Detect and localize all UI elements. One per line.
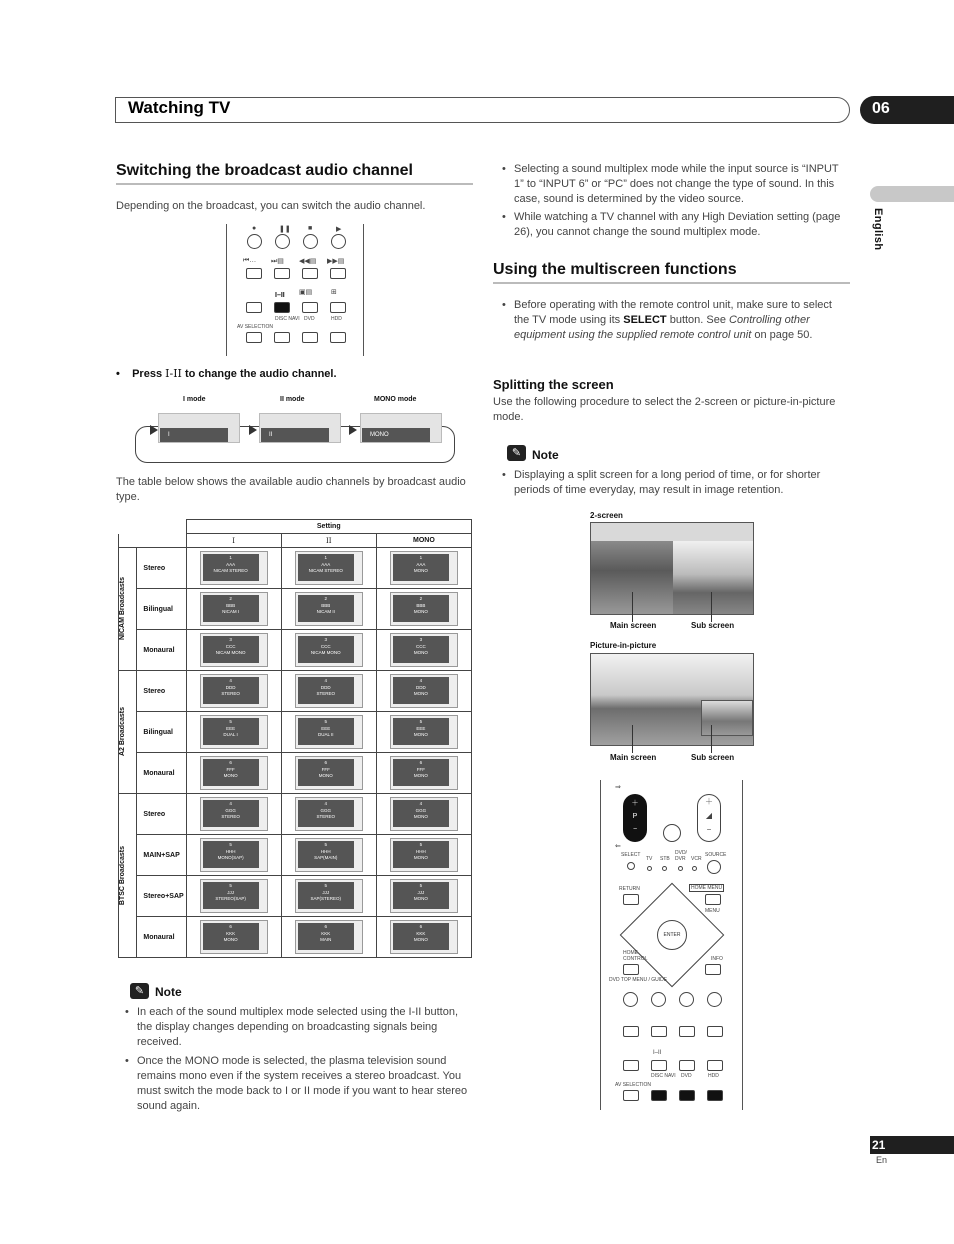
main-screen-label: Main screen — [610, 753, 657, 762]
pencil-note-icon: ✎ — [507, 445, 526, 461]
table-row — [119, 671, 472, 712]
stop-button-icon — [679, 992, 694, 1007]
channel-line: DDD — [225, 684, 236, 690]
column-header: II — [281, 534, 376, 548]
channel-line: KKK — [226, 930, 236, 936]
tv-screen-thumbnail — [390, 879, 458, 913]
channel-line: EEE — [416, 725, 426, 731]
channel-line: 4 — [419, 678, 423, 683]
channel-line: 4 — [419, 801, 423, 806]
tv-screen-thumbnail — [200, 551, 268, 585]
audio-type-label: Bilingual — [137, 589, 186, 630]
channel-line: 3 — [229, 637, 232, 642]
rewind-icon: ◀◀▤ — [299, 258, 317, 265]
channel-line: MAIN — [320, 937, 332, 942]
section-heading-audio: Switching the broadcast audio channel — [116, 162, 413, 179]
channel-line: 5 — [229, 842, 232, 847]
channel-line: 5 — [324, 719, 327, 724]
arrow-right-icon — [150, 425, 158, 435]
audio-type-label: Monaural — [137, 630, 186, 671]
channel-line: DUAL II — [317, 732, 334, 737]
mute-icon — [663, 824, 681, 842]
channel-line: STEREO(SAP) — [215, 896, 246, 901]
fig-pip-title: Picture-in-picture — [590, 641, 657, 650]
channel-line: 3 — [419, 637, 423, 642]
info-button-icon — [705, 964, 721, 975]
tv-screen-thumbnail — [390, 715, 458, 749]
channel-line: 3 — [324, 637, 327, 642]
heading-rule — [116, 183, 473, 185]
dvd-button-icon — [302, 302, 318, 313]
channel-line: BBB — [321, 602, 331, 608]
channel-line: 5 — [419, 842, 423, 847]
volume-rocker: ＋ ◢ − — [697, 794, 721, 842]
channel-line: BBB — [226, 602, 236, 608]
channel-line: 5 — [419, 719, 423, 724]
power-icon — [707, 860, 721, 874]
language-tab — [870, 186, 954, 202]
channel-line: DUAL I — [223, 732, 238, 737]
home-control-button-icon — [623, 964, 639, 975]
channel-line: AAA — [416, 561, 426, 567]
right-note: • Displaying a split screen for a long period of time, or for shorter periods of time everyday, may result in image retention. — [500, 468, 850, 498]
intro-text: Depending on the broadcast, you can switch the audio channel. — [116, 200, 426, 212]
sub-screen-photo — [673, 541, 754, 615]
mode-label-ii: II mode — [280, 396, 305, 403]
tv-screen-thumbnail — [295, 551, 363, 585]
note-title: Note — [155, 985, 182, 999]
tv-screen-thumbnail — [295, 879, 363, 913]
broadcast-group-label: A2 Broadcasts — [119, 707, 126, 757]
step-suffix: to change the audio channel. — [184, 368, 337, 380]
channel-line: GGG — [225, 807, 236, 813]
rewind-button-icon — [302, 268, 318, 279]
heading-rule — [493, 282, 850, 284]
channel-line: KKK — [416, 930, 426, 936]
tv-screen-thumbnail — [200, 920, 268, 954]
table-row — [119, 630, 472, 671]
channel-line: FFF — [416, 766, 426, 772]
input-icon: ⇒ — [615, 784, 621, 791]
channel-rocker: ＋ P − — [623, 794, 647, 842]
tv-screen-thumbnail — [200, 592, 268, 626]
play-button-icon — [707, 992, 722, 1007]
sub-screen-label: Sub screen — [691, 621, 735, 630]
broadcast-group-label: NICAM Broadcasts — [119, 577, 126, 641]
tv-screen-thumbnail — [390, 592, 458, 626]
channel-line: NICAM STEREO — [308, 568, 343, 573]
audio-type-label: Stereo — [137, 671, 186, 712]
channel-line: MONO(SAP) — [217, 855, 244, 860]
press-step — [116, 367, 337, 380]
skip-forward-button-icon — [274, 268, 290, 279]
top-bullets — [500, 162, 850, 240]
channel-line: 5 — [229, 719, 232, 724]
table-row — [119, 917, 472, 958]
table-row — [119, 794, 472, 835]
note-list — [123, 1005, 476, 1114]
tv-screen-thumbnail — [390, 756, 458, 790]
i-ii-label: I–II — [275, 292, 285, 299]
note-item: • In each of the sound multiplex mode selected using the I-II button, the display changes depending on broadcasting signals being received. — [123, 1005, 476, 1049]
channel-line: 4 — [229, 678, 232, 683]
channel-line: NICAM MONO — [310, 650, 341, 655]
language-label: English — [872, 208, 884, 251]
broadcast-group-label: BTSC Broadcasts — [119, 845, 126, 906]
channel-line: STEREO — [221, 814, 240, 819]
audio-type-label: Stereo — [137, 548, 186, 589]
fig-2screen-title: 2-screen — [590, 511, 623, 520]
audio-type-label: Monaural — [137, 753, 186, 794]
table-row — [119, 835, 472, 876]
sub-heading-splitting: Splitting the screen — [493, 377, 614, 392]
channel-line: 6 — [419, 924, 423, 929]
audio-channel-table — [118, 519, 472, 958]
multi-screen-icon: ⊞ — [331, 289, 337, 296]
channel-line: FFF — [226, 766, 235, 772]
channel-line: HHH — [320, 848, 331, 854]
tv-screen-thumbnail — [200, 797, 268, 831]
fast-forward-button-icon — [330, 268, 346, 279]
channel-line: MONO — [318, 773, 333, 778]
arrow-right-icon — [349, 425, 357, 435]
two-screen-image — [590, 522, 754, 615]
main-screen-label: Main screen — [610, 621, 657, 630]
stop-button-icon — [303, 234, 318, 249]
tv-screen-thumbnail — [390, 838, 458, 872]
tv-screen-thumbnail — [295, 797, 363, 831]
channel-line: 6 — [229, 924, 232, 929]
channel-line: MONO — [413, 814, 428, 819]
channel-line: CCC — [225, 643, 236, 649]
channel-line: JJJ — [227, 889, 234, 895]
channel-line: 1 — [229, 555, 232, 560]
note-title: Note — [532, 448, 559, 462]
channel-line: GGG — [320, 807, 331, 813]
channel-line: HHH — [416, 848, 426, 854]
channel-line: MONO — [413, 650, 428, 655]
enter-button: ENTER — [657, 920, 687, 950]
tv-screen-thumbnail — [295, 838, 363, 872]
channel-line: EEE — [321, 725, 331, 731]
table-header-row — [119, 520, 472, 534]
tv-screen-thumbnail — [295, 920, 363, 954]
channel-line: 5 — [324, 842, 327, 847]
channel-line: AAA — [226, 561, 236, 567]
pause-button-icon — [275, 234, 290, 249]
return-button-icon — [623, 894, 639, 905]
channel-line: BBB — [416, 602, 426, 608]
channel-line: MONO — [223, 937, 238, 942]
rec-button-icon — [623, 992, 638, 1007]
audio-type-label: Stereo+SAP — [137, 876, 186, 917]
channel-line: 2 — [419, 596, 423, 601]
channel-line: DDD — [320, 684, 331, 690]
tv-screen-thumbnail — [200, 633, 268, 667]
multiscreen-bullet: • Before operating with the remote control unit, make sure to select the TV mode using its SELECT button. See Controlling other equipment using the supplied remote control unit on page 50. — [500, 298, 850, 342]
channel-line: NICAM II — [316, 609, 335, 614]
split-screen-button-icon — [274, 332, 290, 343]
channel-line: DDD — [416, 684, 426, 690]
pencil-note-icon: ✎ — [130, 983, 149, 999]
skip-forward-icon: ⏭▤ — [271, 258, 284, 265]
audio-type-label: Bilingual — [137, 712, 186, 753]
tv-screen-thumbnail — [295, 633, 363, 667]
av-selection-label: AV SELECTION — [237, 324, 274, 330]
remote-control-illustration: ⇒ ＋ P − ＋ ◢ − ⇐ SELECT TV STB DVD/ DVR VCR SOURCE RETURN HOME MENU MENU ENTER HOME CONTROL INFO DVD TOP MENU / GUIDE I–II DISC NAVI DVD HDD AV SELECTION — [600, 780, 743, 1110]
bullet-item: • Selecting a sound multiplex mode while the input source is “INPUT 1” to “INPUT 6” or “PC” does not change the type of sound. In this case, sound is determined by the video source. — [500, 162, 850, 206]
tv-screen-thumbnail — [390, 797, 458, 831]
channel-line: EEE — [226, 725, 236, 731]
channel-line: CCC — [416, 643, 426, 649]
channel-line: 1 — [419, 555, 423, 560]
channel-line: MONO — [413, 773, 428, 778]
page-title: Watching TV — [128, 98, 231, 117]
arrow-right-icon — [249, 425, 257, 435]
channel-line: MONO — [223, 773, 238, 778]
channel-line: MONO — [413, 609, 428, 614]
rec-button-icon — [247, 234, 262, 249]
pip-image — [590, 653, 754, 746]
tv-screen-thumbnail — [295, 674, 363, 708]
hdd-button-icon — [330, 302, 346, 313]
table-row — [119, 712, 472, 753]
channel-line: SAP(STEREO) — [310, 896, 341, 901]
channel-line: STEREO — [316, 691, 335, 696]
play-icon: ▶ — [336, 226, 342, 233]
channel-line: MONO — [413, 855, 428, 860]
table-row — [119, 753, 472, 794]
remote-illustration — [226, 224, 364, 356]
disc-navi-label: DISC NAVI — [275, 316, 300, 322]
pip-sub-window — [701, 700, 753, 736]
setting-header: Setting — [186, 520, 471, 534]
mode-screen-i: I — [158, 413, 240, 443]
pause-icon: ❚❚ — [279, 226, 291, 233]
table-row — [119, 589, 472, 630]
channel-line: KKK — [321, 930, 331, 936]
chapter-number: 06 — [860, 96, 954, 124]
channel-line: SAP(MAIN) — [314, 855, 338, 860]
channel-line: NICAM MONO — [215, 650, 246, 655]
sub-screen-label: Sub screen — [691, 753, 735, 762]
rec-icon: ● — [252, 225, 257, 232]
menu-button-icon — [705, 894, 721, 905]
i-ii-button-icon — [274, 302, 290, 313]
screen-mode-icon: ▣▤ — [299, 289, 313, 296]
fast-forward-icon: ▶▶▤ — [327, 258, 345, 265]
channel-line: HHH — [225, 848, 236, 854]
channel-line: 2 — [324, 596, 327, 601]
channel-line: 5 — [324, 883, 327, 888]
step-symbol: I-II — [165, 367, 182, 380]
channel-line: MONO — [413, 691, 428, 696]
channel-line: AAA — [321, 561, 331, 567]
channel-line: NICAM I — [222, 609, 240, 614]
dvd-label: DVD — [304, 316, 315, 322]
channel-line: STEREO — [316, 814, 335, 819]
channel-line: 4 — [229, 801, 232, 806]
av-button-icon — [246, 302, 262, 313]
play-button-icon — [331, 234, 346, 249]
channel-line: CCC — [320, 643, 331, 649]
channel-line: 4 — [324, 801, 327, 806]
tv-screen-thumbnail — [200, 838, 268, 872]
step-bullet: • — [116, 368, 130, 380]
sub-input-icon: ⇐ — [615, 843, 621, 850]
swap-button-icon — [302, 332, 318, 343]
splitting-text: Use the following procedure to select the 2-screen or picture-in-picture mode. — [493, 396, 836, 423]
column-header: MONO — [376, 534, 471, 548]
tv-screen-thumbnail — [200, 674, 268, 708]
page-language: En — [876, 1155, 888, 1165]
hdd-label: HDD — [331, 316, 342, 322]
av-selection-button-icon — [246, 332, 262, 343]
select-button-icon — [627, 862, 635, 870]
mode-label-mono: MONO mode — [374, 396, 417, 403]
step-prefix: Press — [132, 368, 163, 380]
channel-line: JJJ — [322, 889, 330, 895]
channel-line: 5 — [419, 883, 423, 888]
table-row — [119, 548, 472, 589]
channel-line: STEREO — [221, 691, 240, 696]
table-column-row — [119, 534, 472, 548]
channel-line: MONO — [413, 896, 428, 901]
tv-screen-thumbnail — [390, 551, 458, 585]
skip-back-icon: ⏮… — [243, 257, 257, 264]
mode-label-i: I mode — [183, 396, 206, 403]
table-intro: The table below shows the available audio channels by broadcast audio type. — [116, 476, 466, 503]
tv-screen-thumbnail — [390, 674, 458, 708]
tv-screen-thumbnail — [390, 920, 458, 954]
section-heading-multiscreen: Using the multiscreen functions — [493, 261, 737, 278]
pip-button-icon — [330, 332, 346, 343]
note-item: • Once the MONO mode is selected, the plasma television sound remains mono even if the system receives a stereo broadcast. You must switch the mode back to I or II mode if you want to hear stereo sound again. — [123, 1054, 476, 1113]
tv-screen-thumbnail — [295, 715, 363, 749]
skip-back-button-icon — [246, 268, 262, 279]
tv-screen-thumbnail — [295, 756, 363, 790]
bullet-item: • While watching a TV channel with any High Deviation setting (page 26), you cannot change the sound multiplex mode. — [500, 210, 850, 240]
channel-line: 5 — [229, 883, 232, 888]
channel-line: 6 — [229, 760, 232, 765]
channel-line: 2 — [229, 596, 232, 601]
channel-line: JJJ — [417, 889, 425, 895]
channel-line: MONO — [413, 937, 428, 942]
table-row — [119, 876, 472, 917]
channel-line: 6 — [419, 760, 423, 765]
channel-line: 1 — [324, 555, 327, 560]
audio-type-label: MAIN+SAP — [137, 835, 186, 876]
mode-screen-ii: II — [259, 413, 341, 443]
channel-line: FFF — [321, 766, 330, 772]
audio-type-label: Stereo — [137, 794, 186, 835]
tv-screen-thumbnail — [200, 756, 268, 790]
channel-line: NICAM STEREO — [213, 568, 248, 573]
channel-line: 6 — [324, 924, 327, 929]
mode-screen-mono: MONO — [360, 413, 442, 443]
pause-button-icon — [651, 992, 666, 1007]
channel-line: 4 — [324, 678, 327, 683]
tv-screen-thumbnail — [200, 715, 268, 749]
channel-line: MONO — [413, 732, 428, 737]
audio-type-label: Monaural — [137, 917, 186, 958]
tv-screen-thumbnail — [390, 633, 458, 667]
tv-screen-thumbnail — [200, 879, 268, 913]
channel-line: MONO — [413, 568, 428, 573]
channel-line: 6 — [324, 760, 327, 765]
tv-screen-thumbnail — [295, 592, 363, 626]
stop-icon: ■ — [308, 225, 313, 232]
column-header: I — [186, 534, 281, 548]
channel-line: GGG — [415, 807, 427, 813]
page-number: 21 — [870, 1136, 954, 1154]
